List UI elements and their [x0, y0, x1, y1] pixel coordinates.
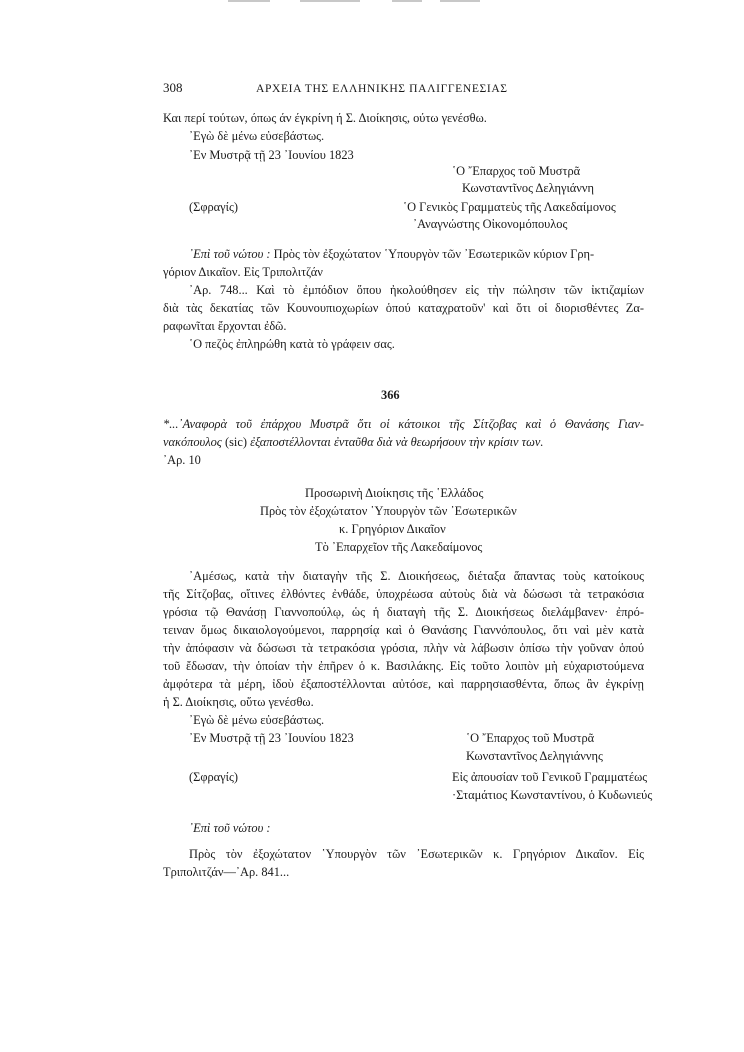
address-line-3: κ. Γρηγόριον Δικαῖον — [339, 522, 446, 536]
body-line-8: ἡ Σ. Διοίκησις, οὕτω γενέσθω. — [163, 695, 314, 709]
doc365-signer1-title: ῾Ο ῎Επαρχος τοῦ Μυστρᾶ — [452, 164, 581, 178]
doc366-place-date: ᾿Εν Μυστρᾷ τῇ 23 ᾿Ιουνίου 1823 — [189, 731, 354, 745]
body-line-2: τῆς Σίτζοβας, οἵτινες ἐλθόντες ἐνθάδε, ὑποχρέωσα αὐτοὺς διὰ νὰ δώσωσι τὰ τετρακόσια — [163, 587, 644, 601]
doc365-signer1-name: Κωνσταντῖνος Δεληγιάννη — [462, 181, 594, 195]
doc366-signer2-line1: Εἰς ἀπουσίαν τοῦ Γενικοῦ Γραμματέως — [452, 770, 648, 784]
scan-artifact — [392, 0, 422, 2]
doc365-place-date: ᾿Εν Μυστρᾷ τῇ 23 ᾿Ιουνίου 1823 — [189, 148, 354, 162]
verso-text: Πρὸς τὸν ἐξοχώτατον ῾Υπουργὸν τῶν ᾿Εσωτερικῶν κύριον Γρη- — [270, 247, 595, 261]
doc365-verso-2: γόριον Δικαῖον. Εἰς Τριπολιτζάν — [163, 265, 323, 279]
doc366-verso-1: Πρὸς τὸν ἐξοχώτατον ῾Υπουργὸν τῶν ᾿Εσωτερικῶν κ. Γρηγόριον Δικαῖον. Εἰς — [189, 847, 644, 861]
summary-text-a: νακόπουλος — [163, 435, 225, 449]
doc366-signer2-line2: ·Σταμάτιος Κωνσταντίνου, ὁ Κυδωνιεύς — [452, 788, 653, 802]
summary-sic: (sic) — [224, 435, 247, 449]
doc365-note-3: ραφωνῖται ἔρχονται ἐδῶ. — [163, 319, 287, 333]
doc366-closing: ᾿Εγὼ δὲ μένω εὐσεβάστως. — [189, 713, 325, 727]
doc365-signer2-title: ῾Ο Γενικὸς Γραμματεὺς τῆς Λακεδαίμονος — [403, 200, 616, 214]
scan-artifact — [300, 0, 360, 2]
scan-artifact — [228, 0, 270, 2]
document-number: 366 — [381, 388, 400, 402]
verso-label: ᾿Επὶ τοῦ νώτου : — [189, 247, 271, 261]
body-line-5: τὴν ἀπόφασιν νὰ δώσωσι τὰ τετρακόσια γρόσια, πλὴν νὰ λάβωσιν ὀπίσω τὴν γοῦναν ὁπού — [163, 641, 644, 655]
address-line-2: Πρὸς τὸν ἐξοχώτατον ῾Υπουργὸν τῶν ᾿Εσωτερικῶν — [260, 504, 517, 518]
doc366-signer1-title: ῾Ο ῎Επαρχος τοῦ Μυστρᾶ — [466, 731, 595, 745]
doc366-summary-1: *...᾿Αναφορὰ τοῦ ἐπάρχου Μυστρᾶ ὅτι οἱ κάτοικοι τῆς Σίτζοβας καὶ ὁ Θανάσης Γιαν- — [163, 417, 644, 431]
doc366-verso-label: ᾿Επὶ τοῦ νώτου : — [189, 821, 271, 835]
body-line-6: τοῦ ἔδωσαν, τὴν ὁποίαν τὴν ἐπῆρεν ὁ κ. Βασιλάκης. Εἰς τοῦτο λοιπὸν μὴ εὐχαριστούμενα — [163, 659, 644, 673]
doc366-signer1-name: Κωνσταντῖνος Δεληγιάννης — [466, 749, 603, 763]
doc365-signer2-name: ᾿Αναγνώστης Οἰκονομόπουλος — [413, 217, 568, 231]
doc365-verso — [189, 245, 644, 263]
body-line-3: γρόσια τῷ Θανάσῃ Γιαννοπούλῳ, ὡς ἡ διαταγὴ τῆς Σ. Διοικήσεως διελάμβανεν· ἐπρό- — [163, 605, 644, 619]
body-line-4: τειναν ὅμως δικαιολογούμενοι, παρρησίᾳ καὶ ὁ Θανάσης Γιαννόπουλος, ὅτι ναὶ μὲν κατὰ — [163, 623, 644, 637]
address-line-4: Τὸ ᾿Επαρχεῖον τῆς Λακεδαίμονος — [315, 540, 483, 554]
doc366-ref: ᾿Αρ. 10 — [163, 453, 201, 467]
doc366-summary-2 — [163, 433, 543, 451]
body-line-1: ᾿Αμέσως, κατὰ τὴν διαταγὴν τῆς Σ. Διοικήσεως, διέταξα ἅπαντας τοὺς κατοίκους — [189, 569, 644, 583]
scan-artifact — [440, 0, 480, 2]
doc365-note-4: ῾Ο πεζὸς ἐπληρώθη κατὰ τὸ γράφειν σας. — [189, 337, 395, 351]
summary-text-b: ἐξαποστέλλονται ἐνταῦθα διὰ νὰ θεωρήσουν τὴν κρίσιν των. — [246, 435, 544, 449]
address-line-1: Προσωρινὴ Διοίκησις τῆς ῾Ελλάδος — [305, 486, 484, 500]
doc365-note-1: ᾿Αρ. 748... Καὶ τὸ ἐμπόδιον ὅπου ἠκολούθησεν εἰς τὴν πώλησιν τῶν ἰκτιζαμίων — [189, 283, 644, 297]
running-title: ΑΡΧΕΙΑ ΤΗΣ ΕΛΛΗΝΙΚΗΣ ΠΑΛΙΓΓΕΝΕΣΙΑΣ — [256, 82, 508, 95]
page-number: 308 — [163, 80, 183, 95]
doc365-closing: ᾿Εγὼ δὲ μένω εὐσεβάστως. — [189, 129, 325, 143]
doc365-seal: (Σφραγίς) — [189, 200, 239, 214]
doc366-verso-2: Τριπολιτζάν—᾿Αρ. 841... — [163, 865, 290, 879]
body-line-7: ἀμφότερα τὰ μέρη, ἰδοὺ ἐξαποστέλλονται αὐτόσε, καὶ παρρησιασθέντα, ὅπως ἂν ἐγκρίνῃ — [163, 677, 644, 691]
doc365-line-1: Και περί τούτων, όπως άν έγκρίνη ή Σ. Διοίκησις, ούτω γενέσθω. — [163, 111, 487, 125]
doc366-seal: (Σφραγίς) — [189, 770, 239, 784]
doc365-note-2: διὰ τὰς δεκατίας τῶν Κουνουπιοχωρίων ὁπού καταχρατοῦν' καὶ ὅτι οἱ διορισθέντες Ζα- — [163, 301, 644, 315]
